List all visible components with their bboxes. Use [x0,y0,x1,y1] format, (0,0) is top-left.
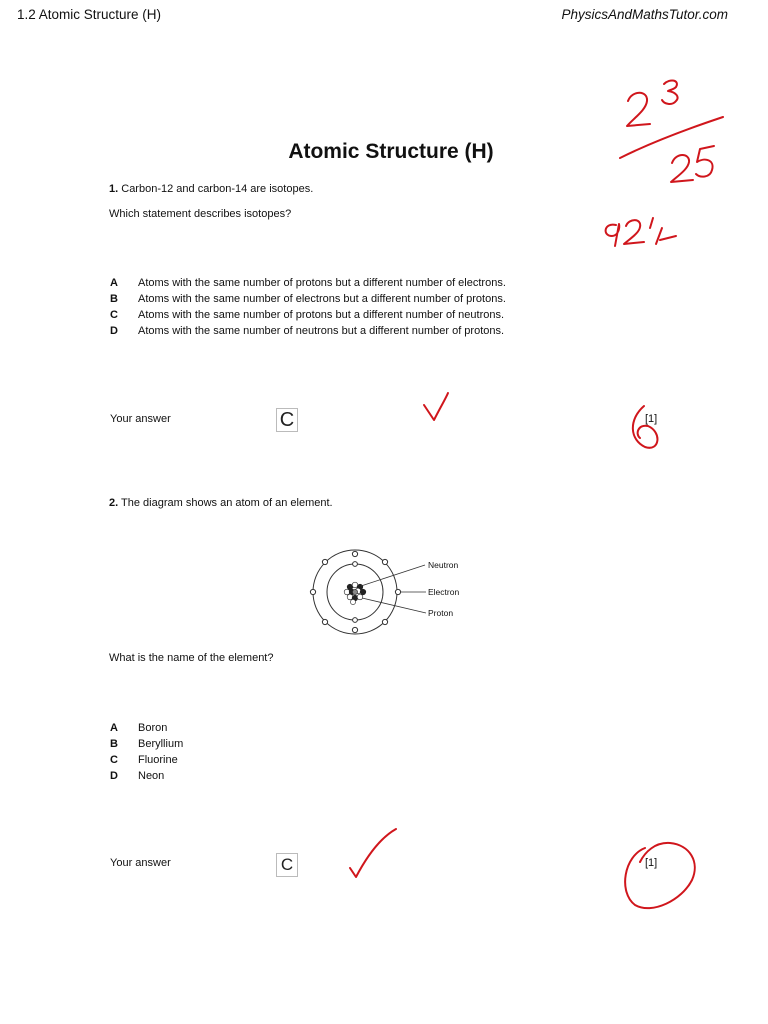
q2-marks: [1] [645,857,658,869]
q1-option-d-letter: D [110,325,118,337]
q2-option-d-text: Neon [138,770,165,782]
q1-option-c-text: Atoms with the same number of protons but a different number of neutrons. [138,309,505,321]
site-name: PhysicsAndMathsTutor.com [561,7,728,22]
q2-option-c-letter: C [110,754,118,766]
document-title: Atomic Structure (H) [288,140,494,163]
q1-answer-box[interactable]: C [276,408,298,432]
q1-option-d-text: Atoms with the same number of neutrons but a different number of protons. [138,325,505,337]
q2-number: 2. [109,497,119,509]
label-electron: Electron [428,587,460,597]
q2-option-c-text: Fluorine [138,754,178,766]
q2-answer-label: Your answer [110,857,171,869]
q1-marks: [1] [645,413,658,425]
q1-answer-label: Your answer [110,413,171,425]
q2-stem-text: The diagram shows an atom of an element. [121,497,333,509]
q1-stem-text: Carbon-12 and carbon-14 are isotopes. [121,183,314,195]
q2-option-b-text: Beryllium [138,738,184,750]
q1-option-b-text: Atoms with the same number of electrons but a different number of protons. [138,293,506,305]
section-title: 1.2 Atomic Structure (H) [17,7,162,22]
label-neutron: Neutron [428,560,459,570]
label-proton: Proton [428,608,454,618]
q2-option-a-letter: A [110,722,118,734]
q1-option-a-letter: A [110,277,118,289]
q1-option-a-text: Atoms with the same number of protons but a different number of electrons. [138,277,506,289]
q2-prompt: What is the name of the element? [109,652,274,664]
q1-option-c-letter: C [110,309,118,321]
q1-number: 1. [109,183,119,195]
q2-option-d-letter: D [110,770,118,782]
q2-option-b-letter: B [110,738,118,750]
q2-option-a-text: Boron [138,722,168,734]
q1-option-b-letter: B [110,293,118,305]
q2-answer-box[interactable]: C [276,853,298,877]
q1-prompt: Which statement describes isotopes? [109,208,292,220]
